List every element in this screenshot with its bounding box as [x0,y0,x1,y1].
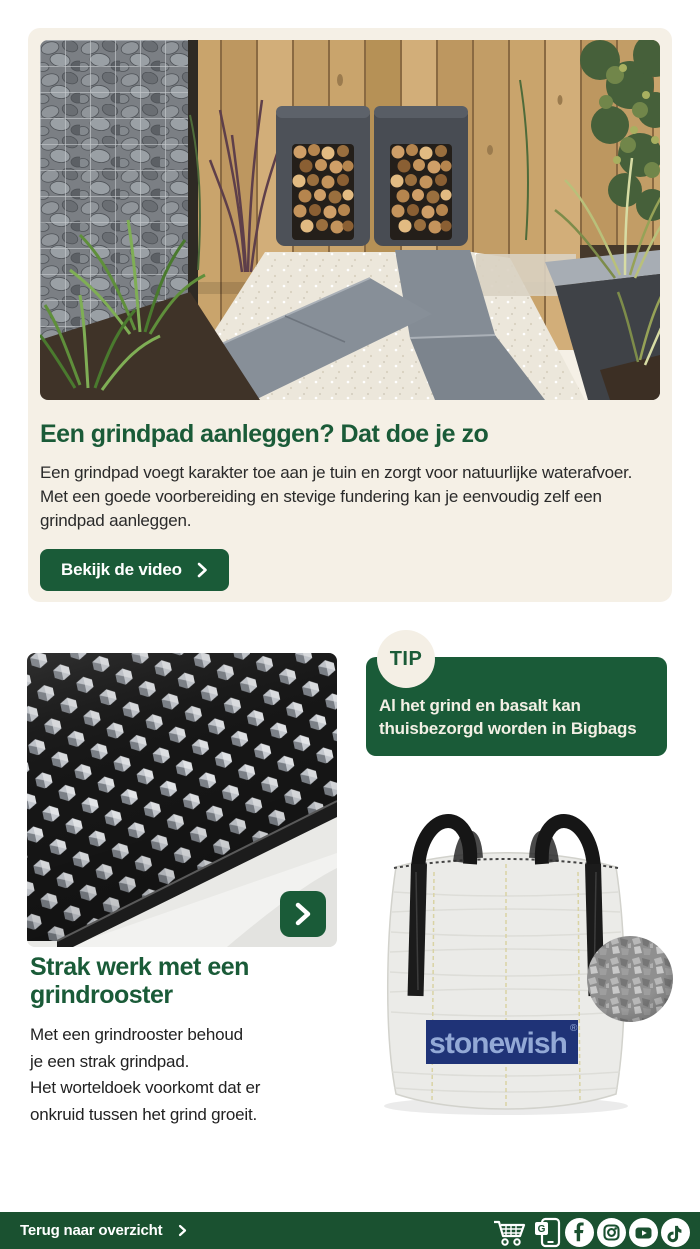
watch-video-button[interactable] [40,549,229,591]
instagram-icon[interactable] [597,1218,626,1247]
rooster-body-line: Met een grindrooster behoud [30,1025,243,1044]
rooster-title: Strak werk met een grindrooster [30,953,249,1009]
chevron-right-icon [178,1224,187,1237]
watch-video-label: Bekijk de video [61,560,182,579]
gravel-sample-photo [587,936,673,1022]
rooster-body-line: onkruid tussen het grind groeit. [30,1104,258,1124]
rooster-body-line: je een strak grindpad. [30,1051,190,1071]
hero-title: Een grindpad aanleggen? Dat doe je zo [40,420,489,448]
hero-garden-photo[interactable] [40,40,660,400]
facebook-icon[interactable] [565,1218,594,1247]
footer-bar [0,1212,700,1249]
g-app-icon[interactable] [532,1216,562,1248]
rooster-body-text [30,1022,360,1128]
tiktok-icon[interactable] [661,1218,690,1247]
tip-badge [377,630,435,688]
hero-card [28,28,672,602]
back-to-overview-label: Terug naar overzicht [20,1222,163,1239]
hero-body-text: Een grindpad voegt karakter toe aan je tuin en zorgt voor natuurlijke waterafvoer. Met een goede voorbereiding en stevige fundering kan je eenvoudig zelf een grindpad aanleggen. [40,463,633,530]
gravel-illustration [587,936,673,1022]
back-to-overview-link[interactable] [20,1212,187,1249]
grindrooster-photo[interactable] [27,653,337,947]
tip-badge-label: TIP [389,647,423,670]
chevron-right-icon [293,901,313,927]
stonewish-logo-text: stonewish [429,1027,567,1060]
registered-mark: ® [570,1023,578,1034]
youtube-icon[interactable] [629,1218,658,1247]
cart-icon[interactable] [491,1217,529,1247]
grindrooster-arrow-button[interactable] [280,891,326,937]
garden-path-illustration [40,40,660,400]
chevron-right-icon [197,562,208,578]
footer-social-icons [491,1216,690,1248]
svg-text:G: G [537,1224,546,1235]
tip-banner-text: Al het grind en basalt kan thuisbezorgd worden in Bigbags [379,696,637,738]
rooster-body-line: Het worteldoek voorkomt dat er [30,1078,261,1097]
